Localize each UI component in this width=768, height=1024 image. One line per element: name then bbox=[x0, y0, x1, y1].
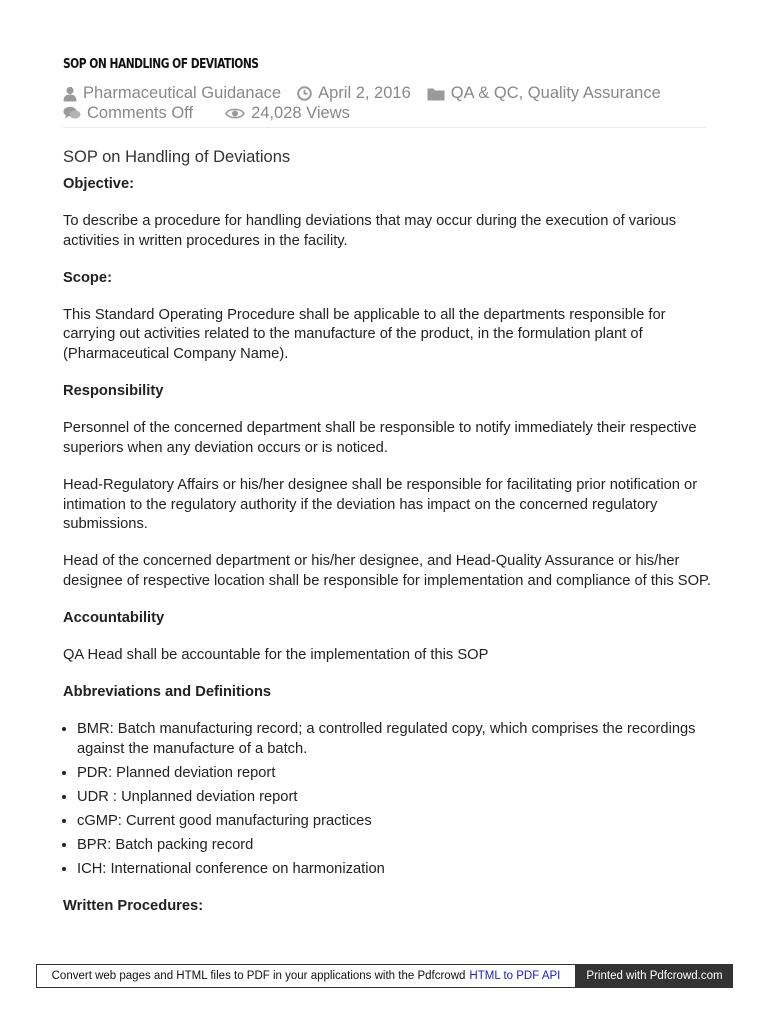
post-subtitle: SOP on Handling of Deviations bbox=[63, 148, 291, 166]
meta-row-1 bbox=[63, 84, 707, 104]
comments-status: Comments Off bbox=[87, 103, 194, 122]
list-item: • BMR: Batch manufacturing record; a controlled regulated copy, which comprises the recordings against the manufacture of a batch. bbox=[77, 720, 713, 759]
meta-author[interactable] bbox=[63, 84, 281, 104]
comments-icon bbox=[63, 106, 81, 120]
list-item: • cGMP: Current good manufacturing practices bbox=[77, 812, 713, 832]
abbreviations-list bbox=[63, 720, 713, 880]
footer-text: Convert web pages and HTML files to PDF in your applications with the Pdfcrowd bbox=[51, 970, 466, 982]
accountability-heading: Accountability bbox=[63, 609, 165, 626]
post-meta bbox=[63, 84, 707, 123]
objective-text: To describe a procedure for handling deviations that may occur during the execution of various activities in written procedures in the facility. bbox=[63, 213, 677, 249]
accountability-text: QA Head shall be accountable for the implementation of this SOP bbox=[63, 647, 489, 663]
list-item: • UDR : Unplanned deviation report bbox=[77, 788, 713, 808]
meta-divider bbox=[63, 127, 707, 128]
html-to-pdf-link[interactable]: HTML to PDF API bbox=[469, 970, 561, 982]
responsibility-paragraph: Personnel of the concerned department shall be responsible to notify immediately their respective superiors when any deviation occurs or is noticed. bbox=[63, 420, 697, 456]
responsibility-paragraph: Head of the concerned department or his/her designee, and Head-Quality Assurance or his/her designee of respective location shall be responsible for implementation and compliance of this SOP. bbox=[63, 553, 711, 589]
clock-icon bbox=[297, 86, 312, 101]
post-categories[interactable]: QA & QC, Quality Assurance bbox=[450, 84, 661, 102]
scope-heading: Scope: bbox=[63, 269, 112, 286]
view-count: 24,028 Views bbox=[251, 103, 350, 122]
meta-row-2 bbox=[63, 104, 707, 124]
responsibility-paragraph: Head-Regulatory Affairs or his/her designee shall be responsible for facilitating prior notification or intimation to the regulatory authority if the deviation has impact on the concerned regulatory submissions. bbox=[63, 476, 698, 533]
author-name: Pharmaceutical Guidanace bbox=[83, 84, 282, 102]
abbreviations-heading: Abbreviations and Definitions bbox=[63, 684, 272, 701]
user-icon bbox=[63, 86, 77, 102]
list-item: • ICH: International conference on harmonization bbox=[77, 860, 713, 880]
post-title[interactable]: SOP ON HANDLING OF DEVIATIONS bbox=[63, 57, 259, 72]
list-item: • PDR: Planned deviation report bbox=[77, 764, 713, 784]
meta-comments bbox=[63, 104, 193, 124]
eye-icon bbox=[225, 107, 245, 120]
responsibility-heading: Responsibility bbox=[63, 383, 164, 400]
footer-banner bbox=[36, 964, 576, 988]
objective-heading: Objective: bbox=[63, 176, 135, 192]
meta-categories[interactable] bbox=[427, 84, 661, 104]
scope-text: This Standard Operating Procedure shall be applicable to all the departments responsible for carrying out activities related to the manufacture of the product, in the formulation plant of (Pharmaceutical Company Name). bbox=[63, 306, 666, 363]
folder-icon bbox=[427, 87, 445, 101]
post-content bbox=[63, 175, 713, 934]
list-item: • BPR: Batch packing record bbox=[77, 836, 713, 856]
pdfcrowd-footer bbox=[36, 964, 733, 988]
written-procedures-heading: Written Procedures: bbox=[63, 898, 204, 915]
meta-views bbox=[225, 104, 350, 124]
printed-with-badge[interactable]: Printed with Pdfcrowd.com bbox=[576, 964, 733, 988]
meta-date bbox=[297, 84, 411, 104]
post-date: April 2, 2016 bbox=[318, 84, 411, 102]
